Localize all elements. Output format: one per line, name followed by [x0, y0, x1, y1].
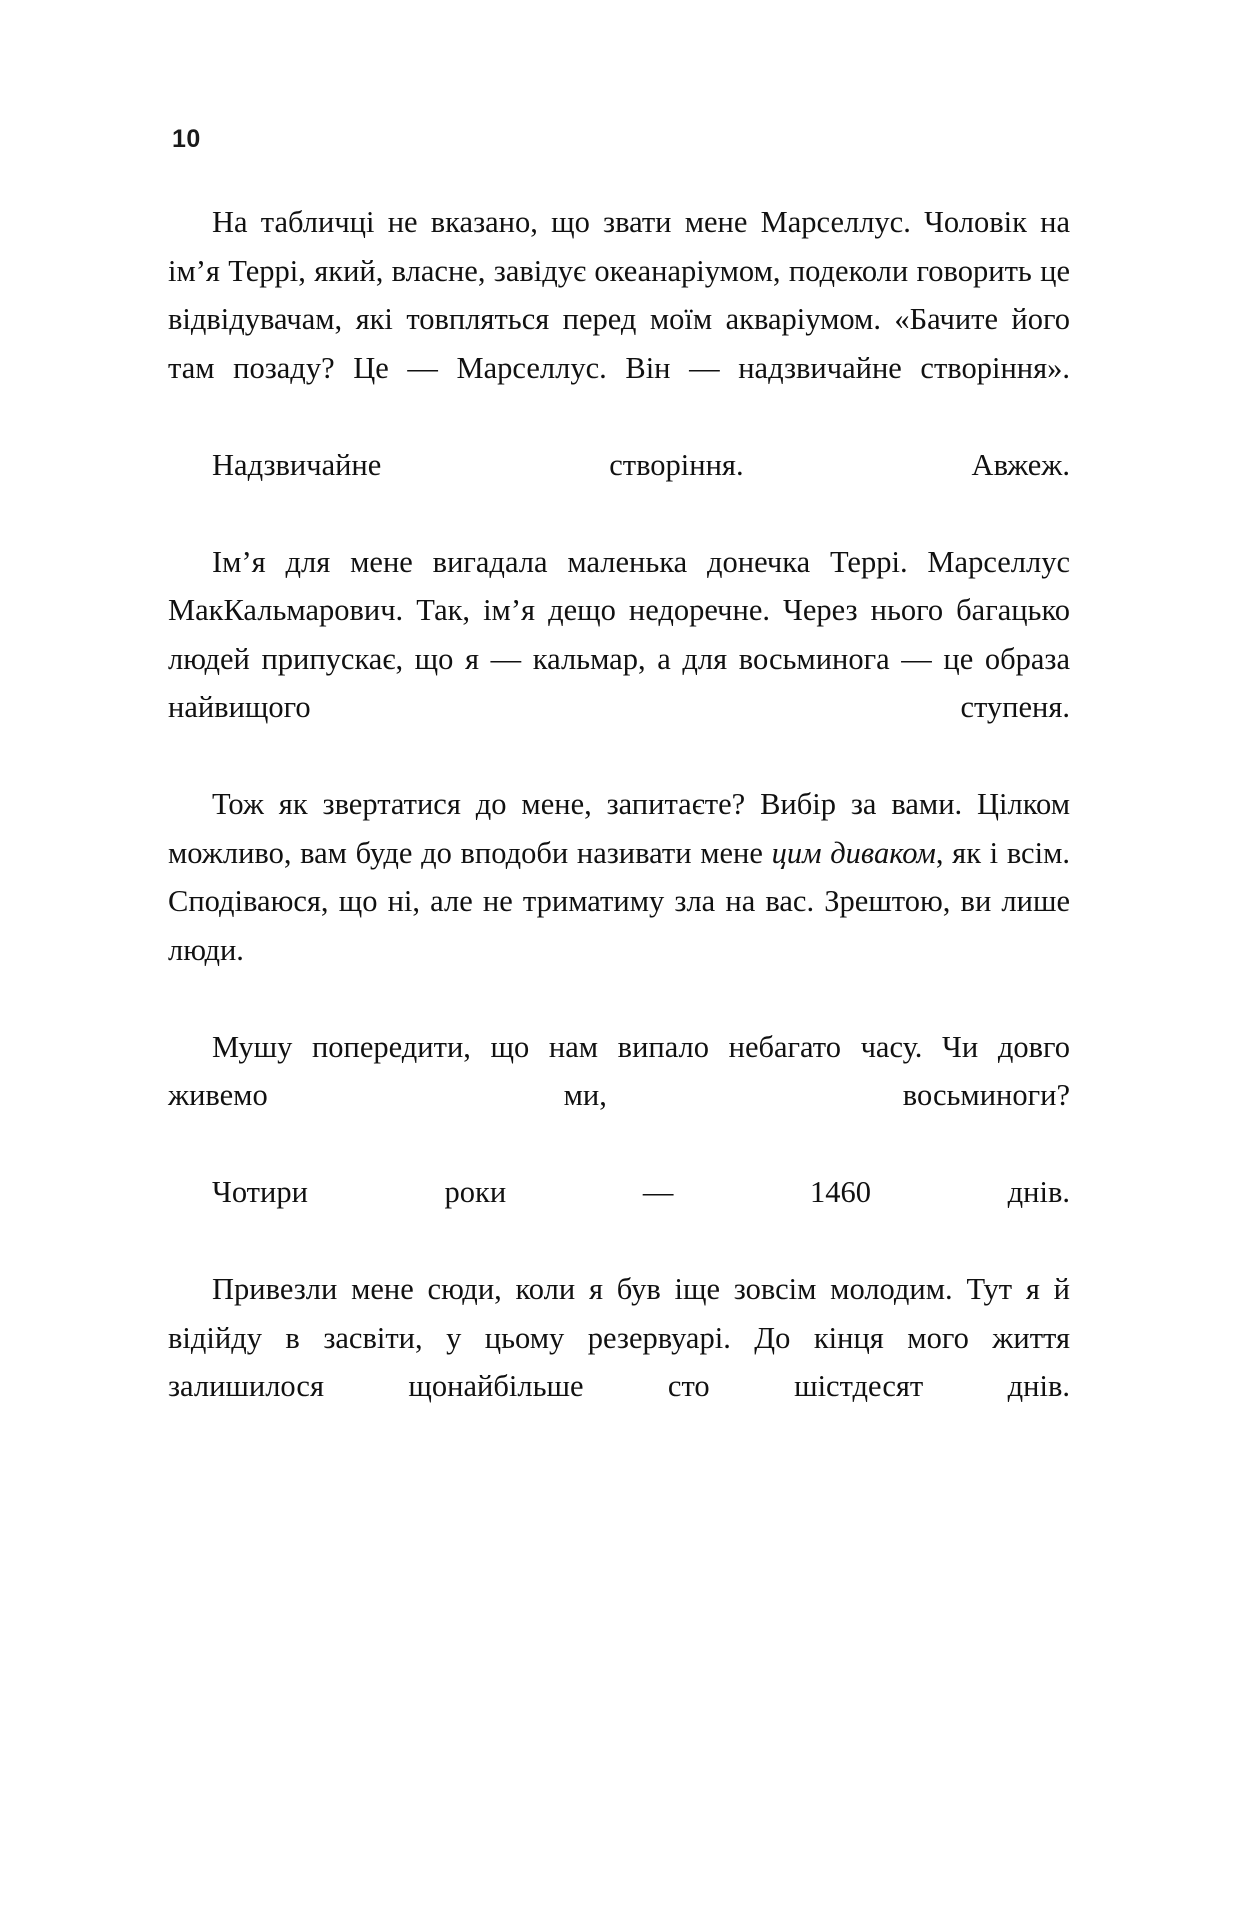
paragraph: Чотири роки — 1460 днів. [212, 1175, 1070, 1209]
paragraph: Привезли мене сюди, коли я був іще зовсім молодим. Тут я й відійду в засвіти, у цьому резервуарі. До кінця мого життя залишилося щонайбільше сто шістдесят днів. [168, 1272, 1070, 1403]
paragraph: Ім’я для мене вигадала маленька донечка Террі. Марселлус МакКальмарович. Так, ім’я дещо недоречне. Через нього багацько людей припускає, що я — кальмар, а для восьминога — це образа найвищого ступеня. [168, 544, 1070, 724]
page-text-body [168, 198, 1070, 1459]
italic-phrase: цим диваком [771, 835, 936, 870]
page-number: 10 [172, 125, 201, 153]
paragraph: Мушу попередити, що нам випало небагато часу. Чи довго живемо ми, восьминоги? [168, 1029, 1070, 1112]
paragraph: Надзвичайне створіння. Авжеж. [212, 447, 1070, 482]
paragraph: На табличці не вказано, що звати мене Марселлус. Чоловік на ім’я Террі, який, власне, завідує океанаріумом, подеколи говорить це відвідувачам, які товпляться перед моїм акваріумом. «Бачите його там позаду? Це — Марселлус. Він — надзвичайне створіння». [168, 205, 1070, 385]
paragraph-with-italic: Тож як звертатися до мене, запитаєте? Вибір за вами. Цілком можливо, вам буде до вподоби називати мене цим диваком, як і всім. Сподіваюся, що ні, але не триматиму зла на вас. Зрештою, ви лише люди. [168, 787, 1070, 967]
